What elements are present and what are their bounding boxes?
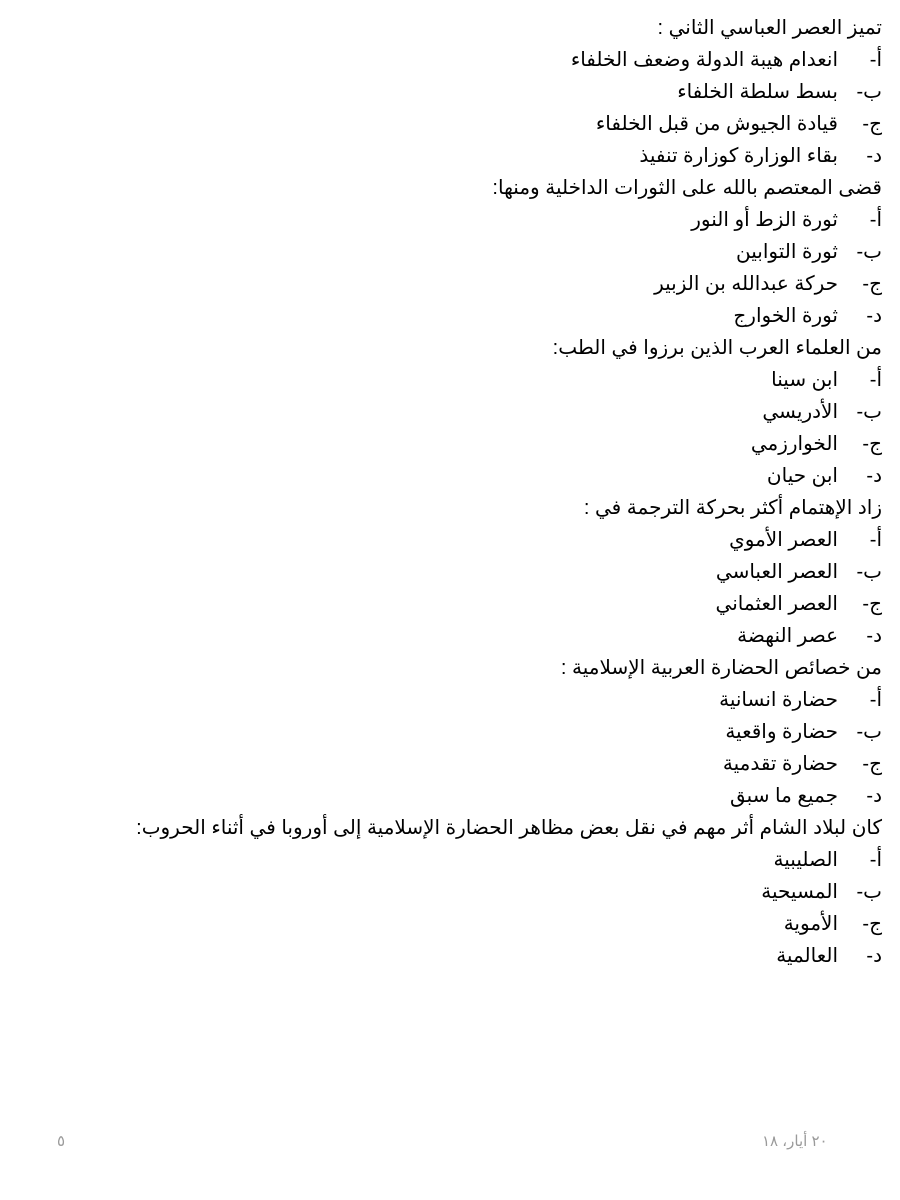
option-letter: أ- [869, 209, 882, 231]
option-letter: د- [866, 945, 882, 967]
question-text: كان لبلاد الشام أثر مهم في نقل بعض مظاهر الحضارة الإسلامية إلى أوروبا في أثناء الحروب: [136, 817, 882, 839]
option-letter: ج- [862, 593, 882, 615]
question-text: زاد الإهتمام أكثر بحركة الترجمة في : [583, 497, 882, 519]
option-text: المسيحية [761, 881, 838, 903]
option-text: قيادة الجيوش من قبل الخلفاء [595, 113, 838, 135]
option-d [22, 300, 882, 332]
question-2 [22, 172, 882, 332]
question-3 [22, 332, 882, 492]
option-text: حضارة انسانية [719, 689, 838, 711]
option-text: حضارة واقعية [725, 721, 838, 743]
option-letter: د- [866, 305, 882, 327]
option-text: بقاء الوزارة كوزارة تنفيذ [639, 145, 838, 167]
question-1 [22, 12, 882, 172]
option-a [22, 684, 882, 716]
option-b [22, 716, 882, 748]
options-list [22, 524, 882, 652]
option-letter: أ- [869, 849, 882, 871]
option-text: بسط سلطة الخلفاء [677, 81, 838, 103]
option-letter: أ- [869, 369, 882, 391]
option-text: ابن حيان [766, 465, 838, 487]
option-letter: ب- [856, 241, 882, 263]
option-text: جميع ما سبق [730, 785, 838, 807]
option-text: انعدام هيبة الدولة وضعف الخلفاء [570, 49, 838, 71]
options-list [22, 44, 882, 172]
option-text: الأدريسي [762, 401, 838, 423]
option-letter: ب- [856, 81, 882, 103]
option-text: العصر الأموي [729, 529, 838, 551]
option-letter: ج- [862, 273, 882, 295]
options-list [22, 364, 882, 492]
option-b [22, 76, 882, 108]
option-b [22, 396, 882, 428]
question-4 [22, 492, 882, 652]
question-5 [22, 652, 882, 812]
option-letter: د- [866, 145, 882, 167]
question-sheet [22, 12, 882, 972]
option-d [22, 940, 882, 972]
option-letter: ب- [856, 561, 882, 583]
option-c [22, 268, 882, 300]
option-c [22, 108, 882, 140]
option-letter: ج- [862, 433, 882, 455]
page-footer [0, 1128, 900, 1158]
option-text: العصر العثماني [715, 593, 838, 615]
option-d [22, 140, 882, 172]
footer-date: ٢٠ أيار، ١٨ [762, 1133, 828, 1150]
option-c [22, 588, 882, 620]
option-b [22, 556, 882, 588]
option-letter: ج- [862, 913, 882, 935]
option-c [22, 908, 882, 940]
option-letter: ب- [856, 721, 882, 743]
option-text: حركة عبدالله بن الزبير [654, 273, 838, 295]
option-letter: د- [866, 625, 882, 647]
question-text: تميز العصر العباسي الثاني : [657, 17, 882, 39]
option-text: الأموية [783, 913, 838, 935]
options-list [22, 204, 882, 332]
option-letter: د- [866, 465, 882, 487]
option-text: ثورة الزط أو النور [691, 209, 838, 231]
option-a [22, 44, 882, 76]
option-letter: أ- [869, 529, 882, 551]
option-d [22, 460, 882, 492]
option-text: حضارة تقدمية [722, 753, 838, 775]
option-text: ثورة التوابين [736, 241, 838, 263]
option-text: الصليبية [773, 849, 838, 871]
options-list [22, 684, 882, 812]
option-text: الخوارزمي [750, 433, 838, 455]
option-text: العصر العباسي [715, 561, 838, 583]
option-a [22, 204, 882, 236]
option-a [22, 524, 882, 556]
options-list [22, 844, 882, 972]
option-c [22, 428, 882, 460]
option-b [22, 876, 882, 908]
option-letter: د- [866, 785, 882, 807]
option-c [22, 748, 882, 780]
question-6 [22, 812, 882, 972]
option-text: العالمية [776, 945, 838, 967]
option-letter: أ- [869, 689, 882, 711]
question-text: من خصائص الحضارة العربية الإسلامية : [560, 657, 882, 679]
option-b [22, 236, 882, 268]
option-letter: ج- [862, 113, 882, 135]
option-a [22, 844, 882, 876]
option-text: عصر النهضة [737, 625, 838, 647]
option-text: ابن سينا [771, 369, 838, 391]
option-d [22, 620, 882, 652]
option-d [22, 780, 882, 812]
option-letter: ب- [856, 881, 882, 903]
option-a [22, 364, 882, 396]
option-letter: ج- [862, 753, 882, 775]
question-text: من العلماء العرب الذين برزوا في الطب: [552, 337, 882, 359]
option-letter: أ- [869, 49, 882, 71]
question-text: قضى المعتصم بالله على الثورات الداخلية ومنها: [492, 177, 882, 199]
option-letter: ب- [856, 401, 882, 423]
page-number: ٥ [57, 1133, 66, 1150]
option-text: ثورة الخوارج [733, 305, 838, 327]
